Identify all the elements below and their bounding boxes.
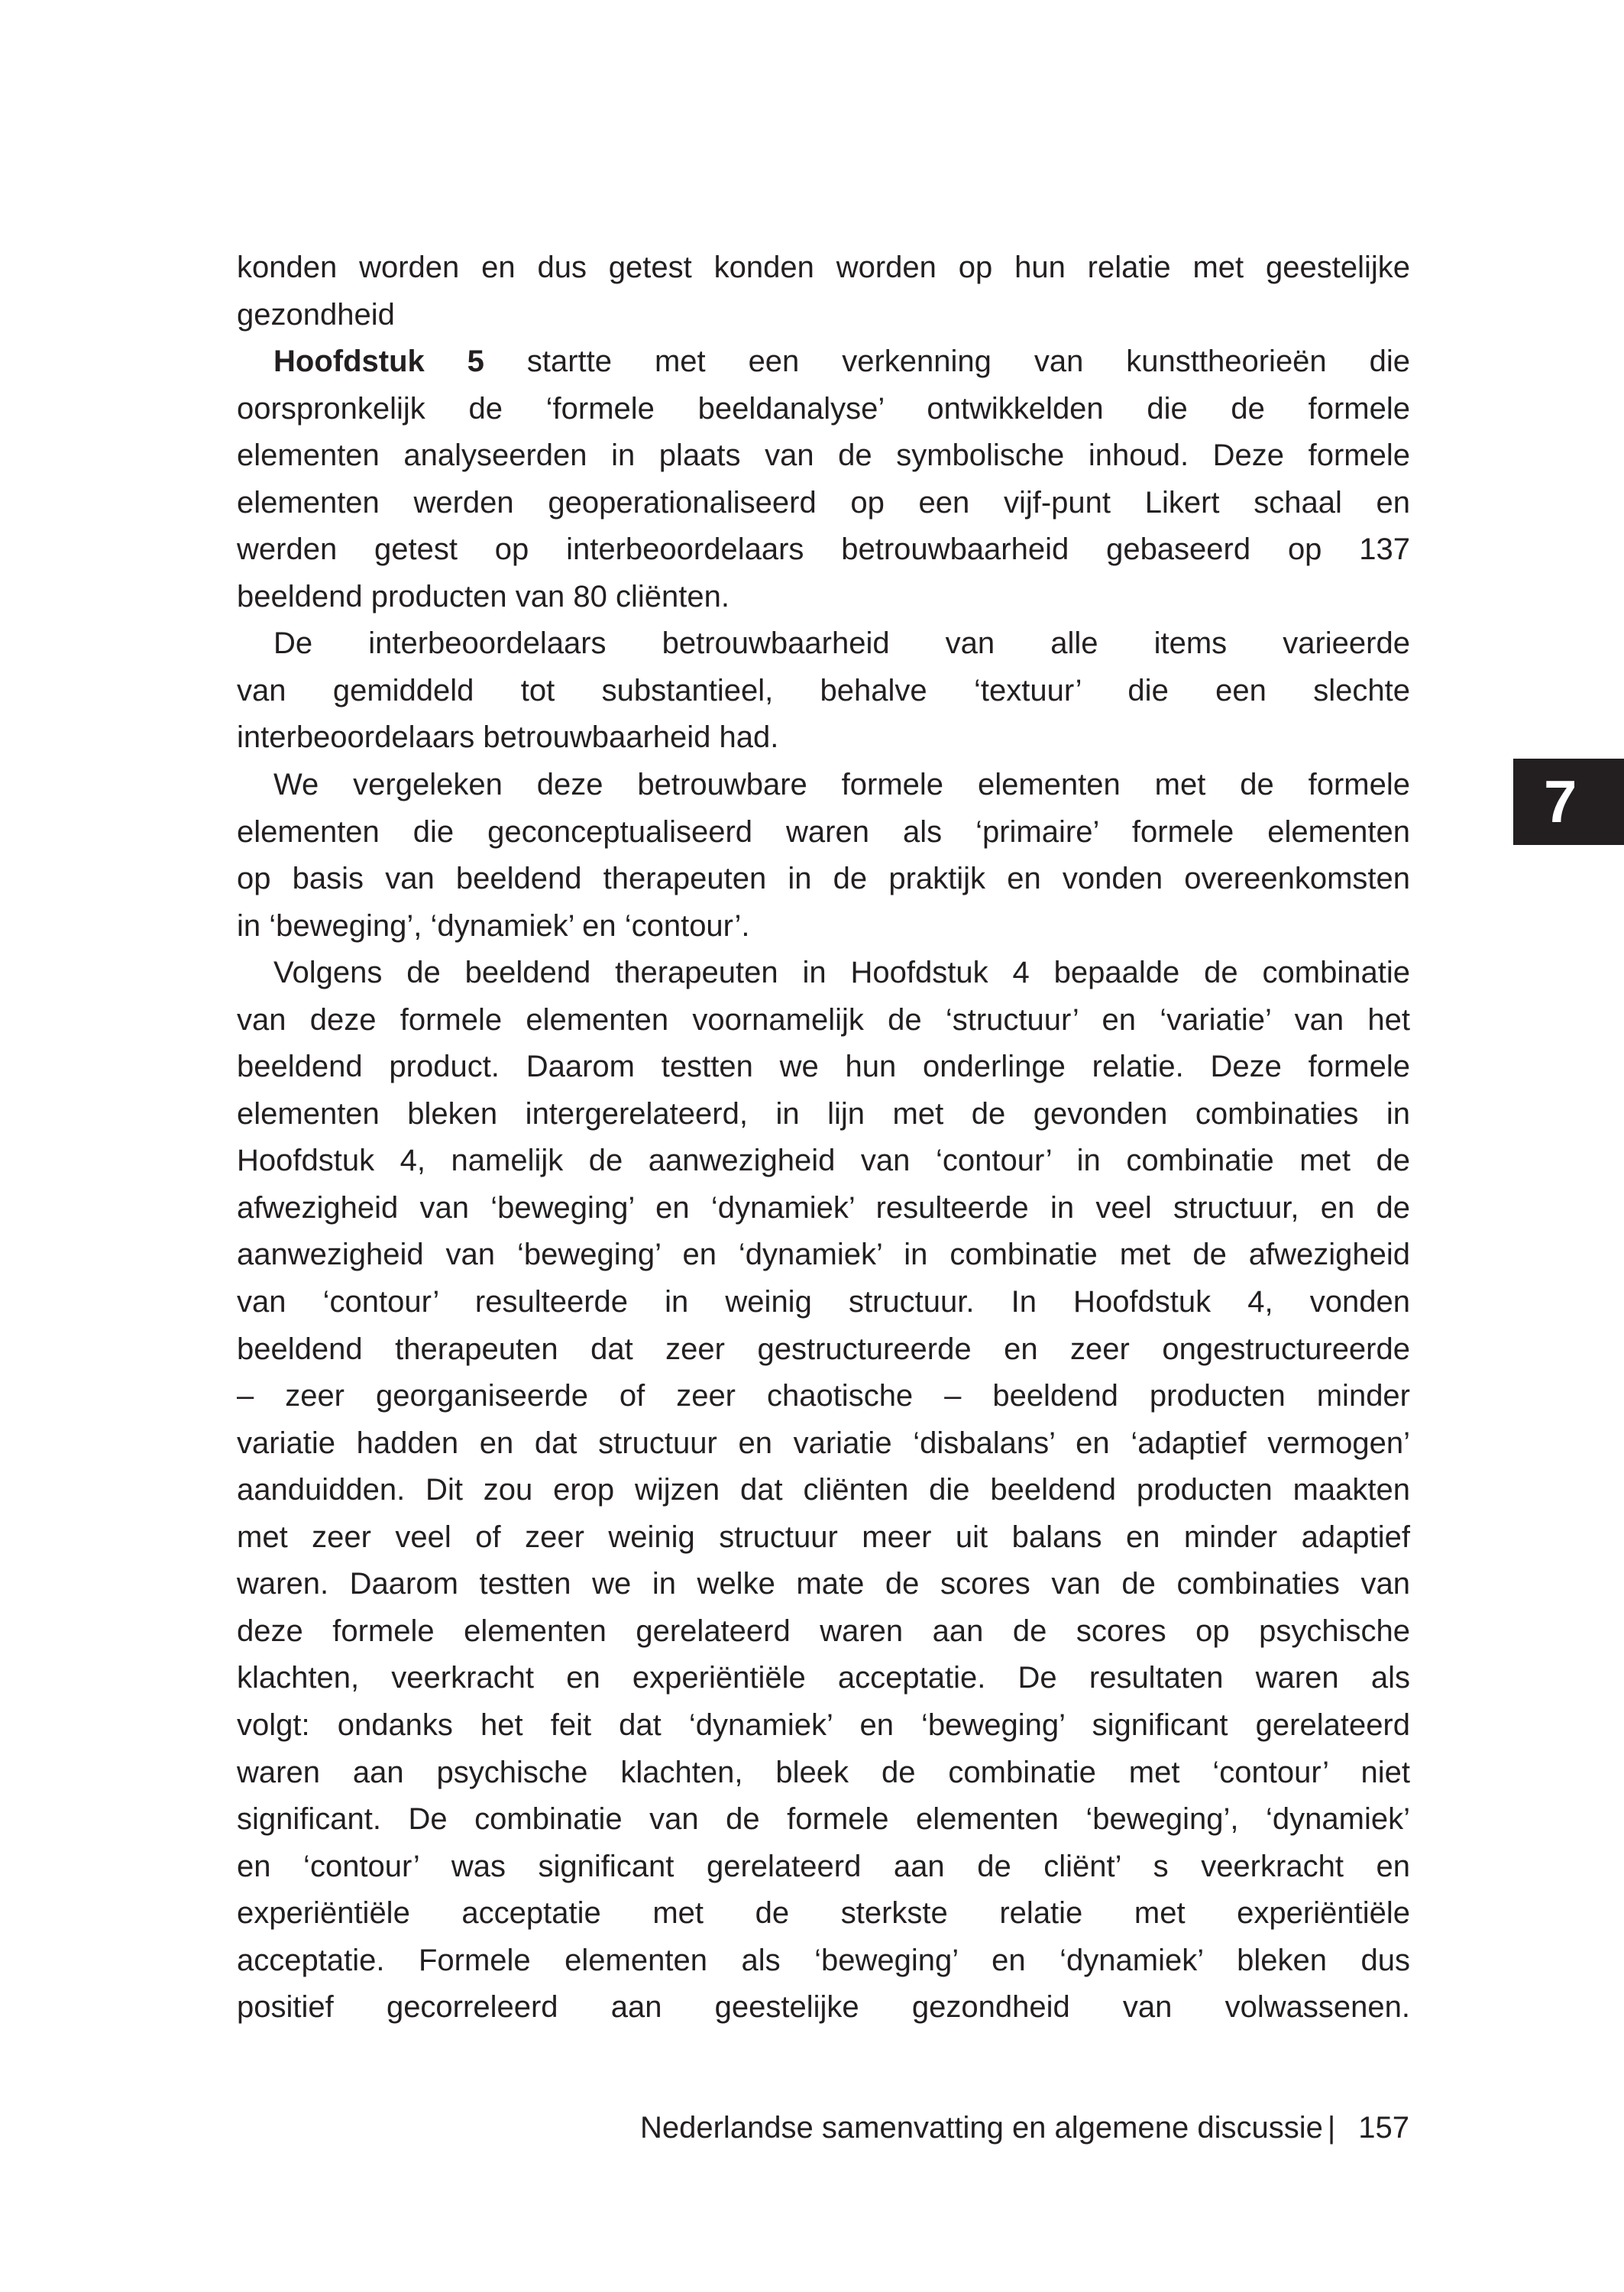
line-text: in ‘beweging’, ‘dynamiek’ en ‘contour’. bbox=[237, 908, 750, 943]
paragraph bbox=[237, 762, 1410, 950]
text-line bbox=[237, 1044, 1410, 1091]
line-text: met zeer veel of zeer weinig structuur meer uit balans en minder adaptief bbox=[237, 1520, 1410, 1554]
body-text bbox=[237, 244, 1410, 2031]
text-line bbox=[237, 386, 1410, 433]
paragraph bbox=[237, 620, 1410, 762]
line-text: waren aan psychische klachten, bleek de combinatie met ‘contour’ niet bbox=[237, 1755, 1410, 1789]
line-text: interbeoordelaars betrouwbaarheid had. bbox=[237, 720, 779, 755]
text-line bbox=[237, 292, 1410, 339]
text-line bbox=[237, 1938, 1410, 1985]
text-line bbox=[237, 432, 1410, 480]
line-text: gezondheid bbox=[237, 297, 395, 332]
text-line bbox=[237, 1091, 1410, 1138]
line-text: We vergeleken deze betrouwbare formele elementen met de formele bbox=[273, 768, 1410, 802]
text-line bbox=[237, 997, 1410, 1044]
line-text: startte met een verkenning van kunsttheorieën die bbox=[484, 345, 1410, 379]
line-text: klachten, veerkracht en experiëntiële acceptatie. De resultaten waren als bbox=[237, 1661, 1410, 1695]
text-line bbox=[237, 1326, 1410, 1374]
line-text: aanduidden. Dit zou erop wijzen dat cliënten die beeldend producten maakten bbox=[237, 1473, 1410, 1507]
text-line bbox=[237, 1844, 1410, 1891]
line-text: afwezigheid van ‘beweging’ en ‘dynamiek’ resulteerde in veel structuur, en de bbox=[237, 1190, 1410, 1225]
line-text: elementen die geconceptualiseerd waren als ‘primaire’ formele elementen bbox=[237, 814, 1410, 849]
text-line bbox=[237, 1279, 1410, 1326]
text-line bbox=[237, 574, 1410, 621]
paragraph bbox=[237, 950, 1410, 2031]
text-line bbox=[237, 950, 1410, 997]
text-line bbox=[237, 1232, 1410, 1279]
text-line bbox=[237, 762, 1410, 809]
line-text: werden getest op interbeoordelaars betrouwbaarheid gebaseerd op 137 bbox=[237, 533, 1410, 567]
text-line bbox=[237, 856, 1410, 903]
text-line bbox=[237, 620, 1410, 668]
text-line bbox=[237, 668, 1410, 715]
text-line bbox=[237, 1702, 1410, 1750]
line-text: elementen bleken intergerelateerd, in lijn met de gevonden combinaties in bbox=[237, 1096, 1410, 1131]
line-text: beeldend producten van 80 cliënten. bbox=[237, 579, 730, 613]
line-text: experiëntiële acceptatie met de sterkste relatie met experiëntiële bbox=[237, 1896, 1410, 1931]
line-text: – zeer georganiseerde of zeer chaotische – beeldend producten minder bbox=[237, 1379, 1410, 1413]
text-line bbox=[237, 1750, 1410, 1797]
text-line bbox=[237, 244, 1410, 292]
line-text: van gemiddeld tot substantieel, behalve ‘textuur’ die een slechte bbox=[237, 673, 1410, 707]
footer-separator: | bbox=[1327, 2111, 1336, 2145]
paragraph bbox=[237, 244, 1410, 338]
line-text: Hoofdstuk 4, namelijk de aanwezigheid van ‘contour’ in combinatie met de bbox=[237, 1144, 1410, 1178]
text-line bbox=[237, 1467, 1410, 1514]
page-footer bbox=[640, 2109, 1409, 2147]
line-text: aanwezigheid van ‘beweging’ en ‘dynamiek’ in combinatie met de afwezigheid bbox=[237, 1238, 1410, 1272]
line-text: op basis van beeldend therapeuten in de praktijk en vonden overeenkomsten bbox=[237, 862, 1410, 896]
line-text: acceptatie. Formele elementen als ‘beweging’ en ‘dynamiek’ bleken dus bbox=[237, 1943, 1410, 1977]
text-line bbox=[237, 714, 1410, 762]
line-text: deze formele elementen gerelateerd waren aan de scores op psychische bbox=[237, 1614, 1410, 1648]
paragraph bbox=[237, 338, 1410, 620]
line-text: en ‘contour’ was significant gerelateerd aan de cliënt’ s veerkracht en bbox=[237, 1849, 1410, 1883]
line-text: beeldend product. Daarom testten we hun onderlinge relatie. Deze formele bbox=[237, 1050, 1410, 1084]
text-line bbox=[237, 1138, 1410, 1185]
chapter-reference-bold: Hoofdstuk 5 bbox=[273, 345, 484, 379]
line-text: variatie hadden en dat structuur en variatie ‘disbalans’ en ‘adaptief vermogen’ bbox=[237, 1426, 1410, 1460]
text-line bbox=[237, 809, 1410, 856]
line-text: volgt: ondanks het feit dat ‘dynamiek’ en ‘beweging’ significant gerelateerd bbox=[237, 1708, 1410, 1742]
text-line bbox=[237, 1655, 1410, 1702]
text-line bbox=[237, 1890, 1410, 1938]
text-line bbox=[237, 903, 1410, 950]
line-text: De interbeoordelaars betrouwbaarheid van alle items varieerde bbox=[273, 626, 1410, 661]
line-text: elementen analyseerden in plaats van de symbolische inhoud. Deze formele bbox=[237, 439, 1410, 473]
text-line bbox=[237, 1796, 1410, 1844]
line-text: beeldend therapeuten dat zeer gestructureerde en zeer ongestructureerde bbox=[237, 1332, 1410, 1366]
text-line bbox=[237, 1185, 1410, 1232]
text-line bbox=[237, 526, 1410, 574]
line-text: waren. Daarom testten we in welke mate de scores van de combinaties van bbox=[237, 1567, 1410, 1601]
text-line bbox=[237, 1561, 1410, 1608]
chapter-tab: 7 bbox=[1513, 759, 1624, 845]
text-line bbox=[237, 1373, 1410, 1420]
text-line bbox=[237, 1514, 1410, 1562]
line-text: oorspronkelijk de ‘formele beeldanalyse’ ontwikkelden die de formele bbox=[237, 391, 1410, 426]
text-line bbox=[237, 1608, 1410, 1656]
text-line bbox=[237, 1984, 1410, 2031]
text-line bbox=[237, 338, 1410, 386]
line-text: positief gecorreleerd aan geestelijke gezondheid van volwassenen. bbox=[237, 1990, 1410, 2025]
line-text: van ‘contour’ resulteerde in weinig structuur. In Hoofdstuk 4, vonden bbox=[237, 1285, 1410, 1319]
text-line bbox=[237, 480, 1410, 527]
running-title: Nederlandse samenvatting en algemene discussie bbox=[639, 2111, 1323, 2145]
line-text: significant. De combinatie van de formele elementen ‘beweging’, ‘dynamiek’ bbox=[237, 1802, 1410, 1837]
line-text: Volgens de beeldend therapeuten in Hoofdstuk 4 bepaalde de combinatie bbox=[273, 956, 1410, 990]
line-text: elementen werden geoperationaliseerd op een vijf-punt Likert schaal en bbox=[237, 485, 1410, 520]
page-number: 157 bbox=[1358, 2111, 1409, 2145]
line-text: konden worden en dus getest konden worden op hun relatie met geestelijke bbox=[237, 251, 1410, 284]
line-text: van deze formele elementen voornamelijk de ‘structuur’ en ‘variatie’ van het bbox=[237, 1002, 1410, 1037]
text-line bbox=[237, 1420, 1410, 1468]
